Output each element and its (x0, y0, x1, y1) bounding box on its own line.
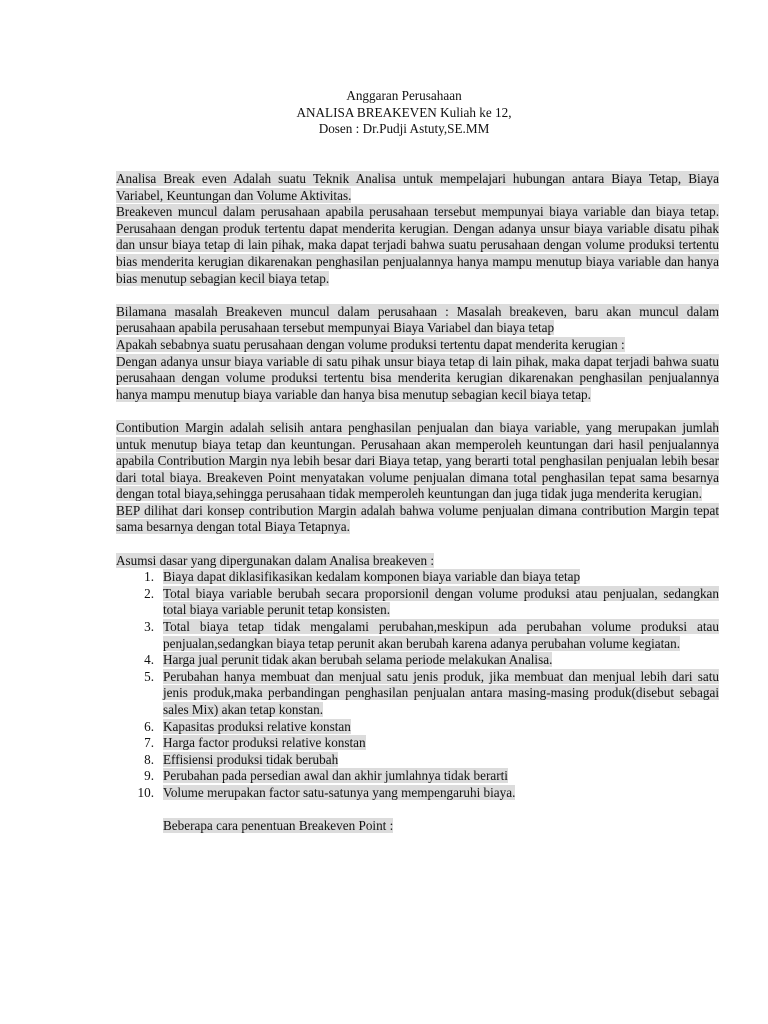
document-body (116, 171, 719, 835)
list-item (116, 669, 719, 719)
spacer (116, 536, 719, 553)
list-item (116, 785, 719, 802)
list-item (116, 569, 719, 586)
list-item-number: 2. (144, 585, 154, 601)
paragraph-assumptions-intro (116, 553, 719, 570)
list-item (116, 752, 719, 769)
spacer (116, 287, 719, 304)
list-item (116, 586, 719, 619)
spacer (116, 403, 719, 420)
list-item-number: 9. (144, 768, 154, 784)
header-line-2: ANALISA BREAKEVEN Kuliah ke 12, (296, 104, 512, 120)
list-item (116, 652, 719, 669)
paragraph-when-breakeven-text: Bilamana masalah Breakeven muncul dalam perusahaan : Masalah breakeven, baru akan muncul dalam perusahaan apabila perusahaan tersebut mempunyai Biaya Variabel dan biaya tetap (116, 303, 719, 336)
paragraph-definition (116, 171, 719, 204)
list-item-text: Harga factor produksi relative konstan (163, 735, 366, 751)
header-line-3: Dosen : Dr.Pudji Astuty,SE.MM (318, 121, 490, 137)
paragraph-contribution-margin (116, 420, 719, 503)
paragraph-closing (116, 818, 719, 835)
paragraph-answer-text: Dengan adanya unsur biaya variable di satu pihak unsur biaya tetap di lain pihak, maka dapat terjadi bahwa suatu perusahaan dengan volume produksi tertentu bisa menderita kerugian dikarenakan penghasilan penjualannya hanya mampu menutup biaya variable dan hanya bisa menutup sebagian kecil biaya tetap. (116, 353, 719, 402)
paragraph-assumptions-intro-text: Asumsi dasar yang dipergunakan dalam Analisa breakeven : (116, 552, 434, 568)
paragraph-question-text: Apakah sebabnya suatu perusahaan dengan volume produksi tertentu dapat menderita kerugian : (116, 336, 625, 352)
paragraph-contribution-margin-text: Contibution Margin adalah selisih antara penghasilan penjualan dan biaya variable, yang merupakan jumlah untuk menutup biaya tetap dan keuntungan. Perusahaan akan memperoleh keuntungan dari hasil penjualannya apabila Contribution Margin nya lebih besar dari Biaya tetap, yang berarti total penghasilan penjualan lebih besar dari total biaya. Breakeven Point menyatakan volume penjualan dimana total penghasilan tepat sama besarnya dengan total biaya,sehingga perusahaan tidak memperoleh keuntungan dan juga tidak juga menderita kerugian. (116, 419, 719, 502)
list-item-number: 8. (144, 751, 154, 767)
list-item-text: Perubahan pada persedian awal dan akhir jumlahnya tidak berarti (163, 768, 508, 784)
list-item (116, 619, 719, 652)
list-item-text: Harga jual perunit tidak akan berubah selama periode melakukan Analisa. (163, 652, 553, 668)
list-item-number: 1. (144, 569, 154, 585)
list-item-text: Total biaya variable berubah secara proporsionil dengan volume produksi atau penjualan, sedangkan total biaya variable perunit tetap konsisten. (163, 585, 719, 618)
paragraph-breakeven-cause (116, 204, 719, 287)
list-item-text: Total biaya tetap tidak mengalami perubahan,meskipun ada perubahan volume produksi atau penjualan,sedangkan biaya tetap perunit akan berubah karena adanya perubahan volume kegiatan. (163, 619, 719, 651)
paragraph-question (116, 337, 719, 354)
paragraph-definition-text: Analisa Break even Adalah suatu Teknik Analisa untuk mempelajari hubungan antara Biaya Tetap, Biaya Variabel, Keuntungan dan Volume Aktivitas. (116, 171, 719, 203)
list-item-number: 10. (137, 784, 154, 800)
list-item-text: Effisiensi produksi tidak berubah (163, 751, 339, 767)
paragraph-bep (116, 503, 719, 536)
assumptions-list (116, 569, 719, 801)
list-item-number: 4. (144, 652, 154, 668)
list-item-number: 5. (144, 668, 154, 684)
paragraph-breakeven-cause-text: Breakeven muncul dalam perusahaan apabila perusahaan tersebut mempunyai biaya variable dan biaya tetap. Perusahaan dengan produk tertentu dapat menderita kerugian. Dengan adanya unsur biaya variable disatu pihak dan unsur biaya tetap di lain pihak, maka dapat terjadi bahwa suatu perusahaan dengan volume produksi tertentu bias menderita kerugian dikarenakan penghasilan penjualannya hanya mampu menutup biaya variable dan hanya bias menutup sebagian kecil biaya tetap. (116, 204, 719, 286)
list-item-text: Biaya dapat diklasifikasikan kedalam komponen biaya variable dan biaya tetap (163, 569, 581, 585)
list-item (116, 719, 719, 736)
list-item-text: Kapasitas produksi relative konstan (163, 718, 351, 734)
list-item (116, 768, 719, 785)
document-header (0, 88, 768, 138)
list-item-number: 7. (144, 735, 154, 751)
paragraph-bep-text: BEP dilihat dari konsep contribution Margin adalah bahwa volume penjualan dimana contribution Margin tepat sama besarnya dengan total Biaya Tetapnya. (116, 502, 719, 535)
paragraph-closing-text: Beberapa cara penentuan Breakeven Point : (163, 818, 394, 834)
paragraph-answer (116, 354, 719, 404)
paragraph-when-breakeven (116, 304, 719, 337)
list-item-number: 6. (144, 718, 154, 734)
spacer (116, 802, 719, 819)
list-item-number: 3. (144, 619, 154, 635)
list-item (116, 735, 719, 752)
header-line-1: Anggaran Perusahaan (346, 88, 462, 103)
list-item-text: Perubahan hanya membuat dan menjual satu jenis produk, jika membuat dan menjual lebih dari satu jenis produk,maka perbandingan penghasilan penjualan antara masing-masing produk(disebut sebagai sales Mix) akan tetap konstan. (163, 668, 719, 717)
list-item-text: Volume merupakan factor satu-satunya yang mempengaruhi biaya. (163, 784, 516, 800)
